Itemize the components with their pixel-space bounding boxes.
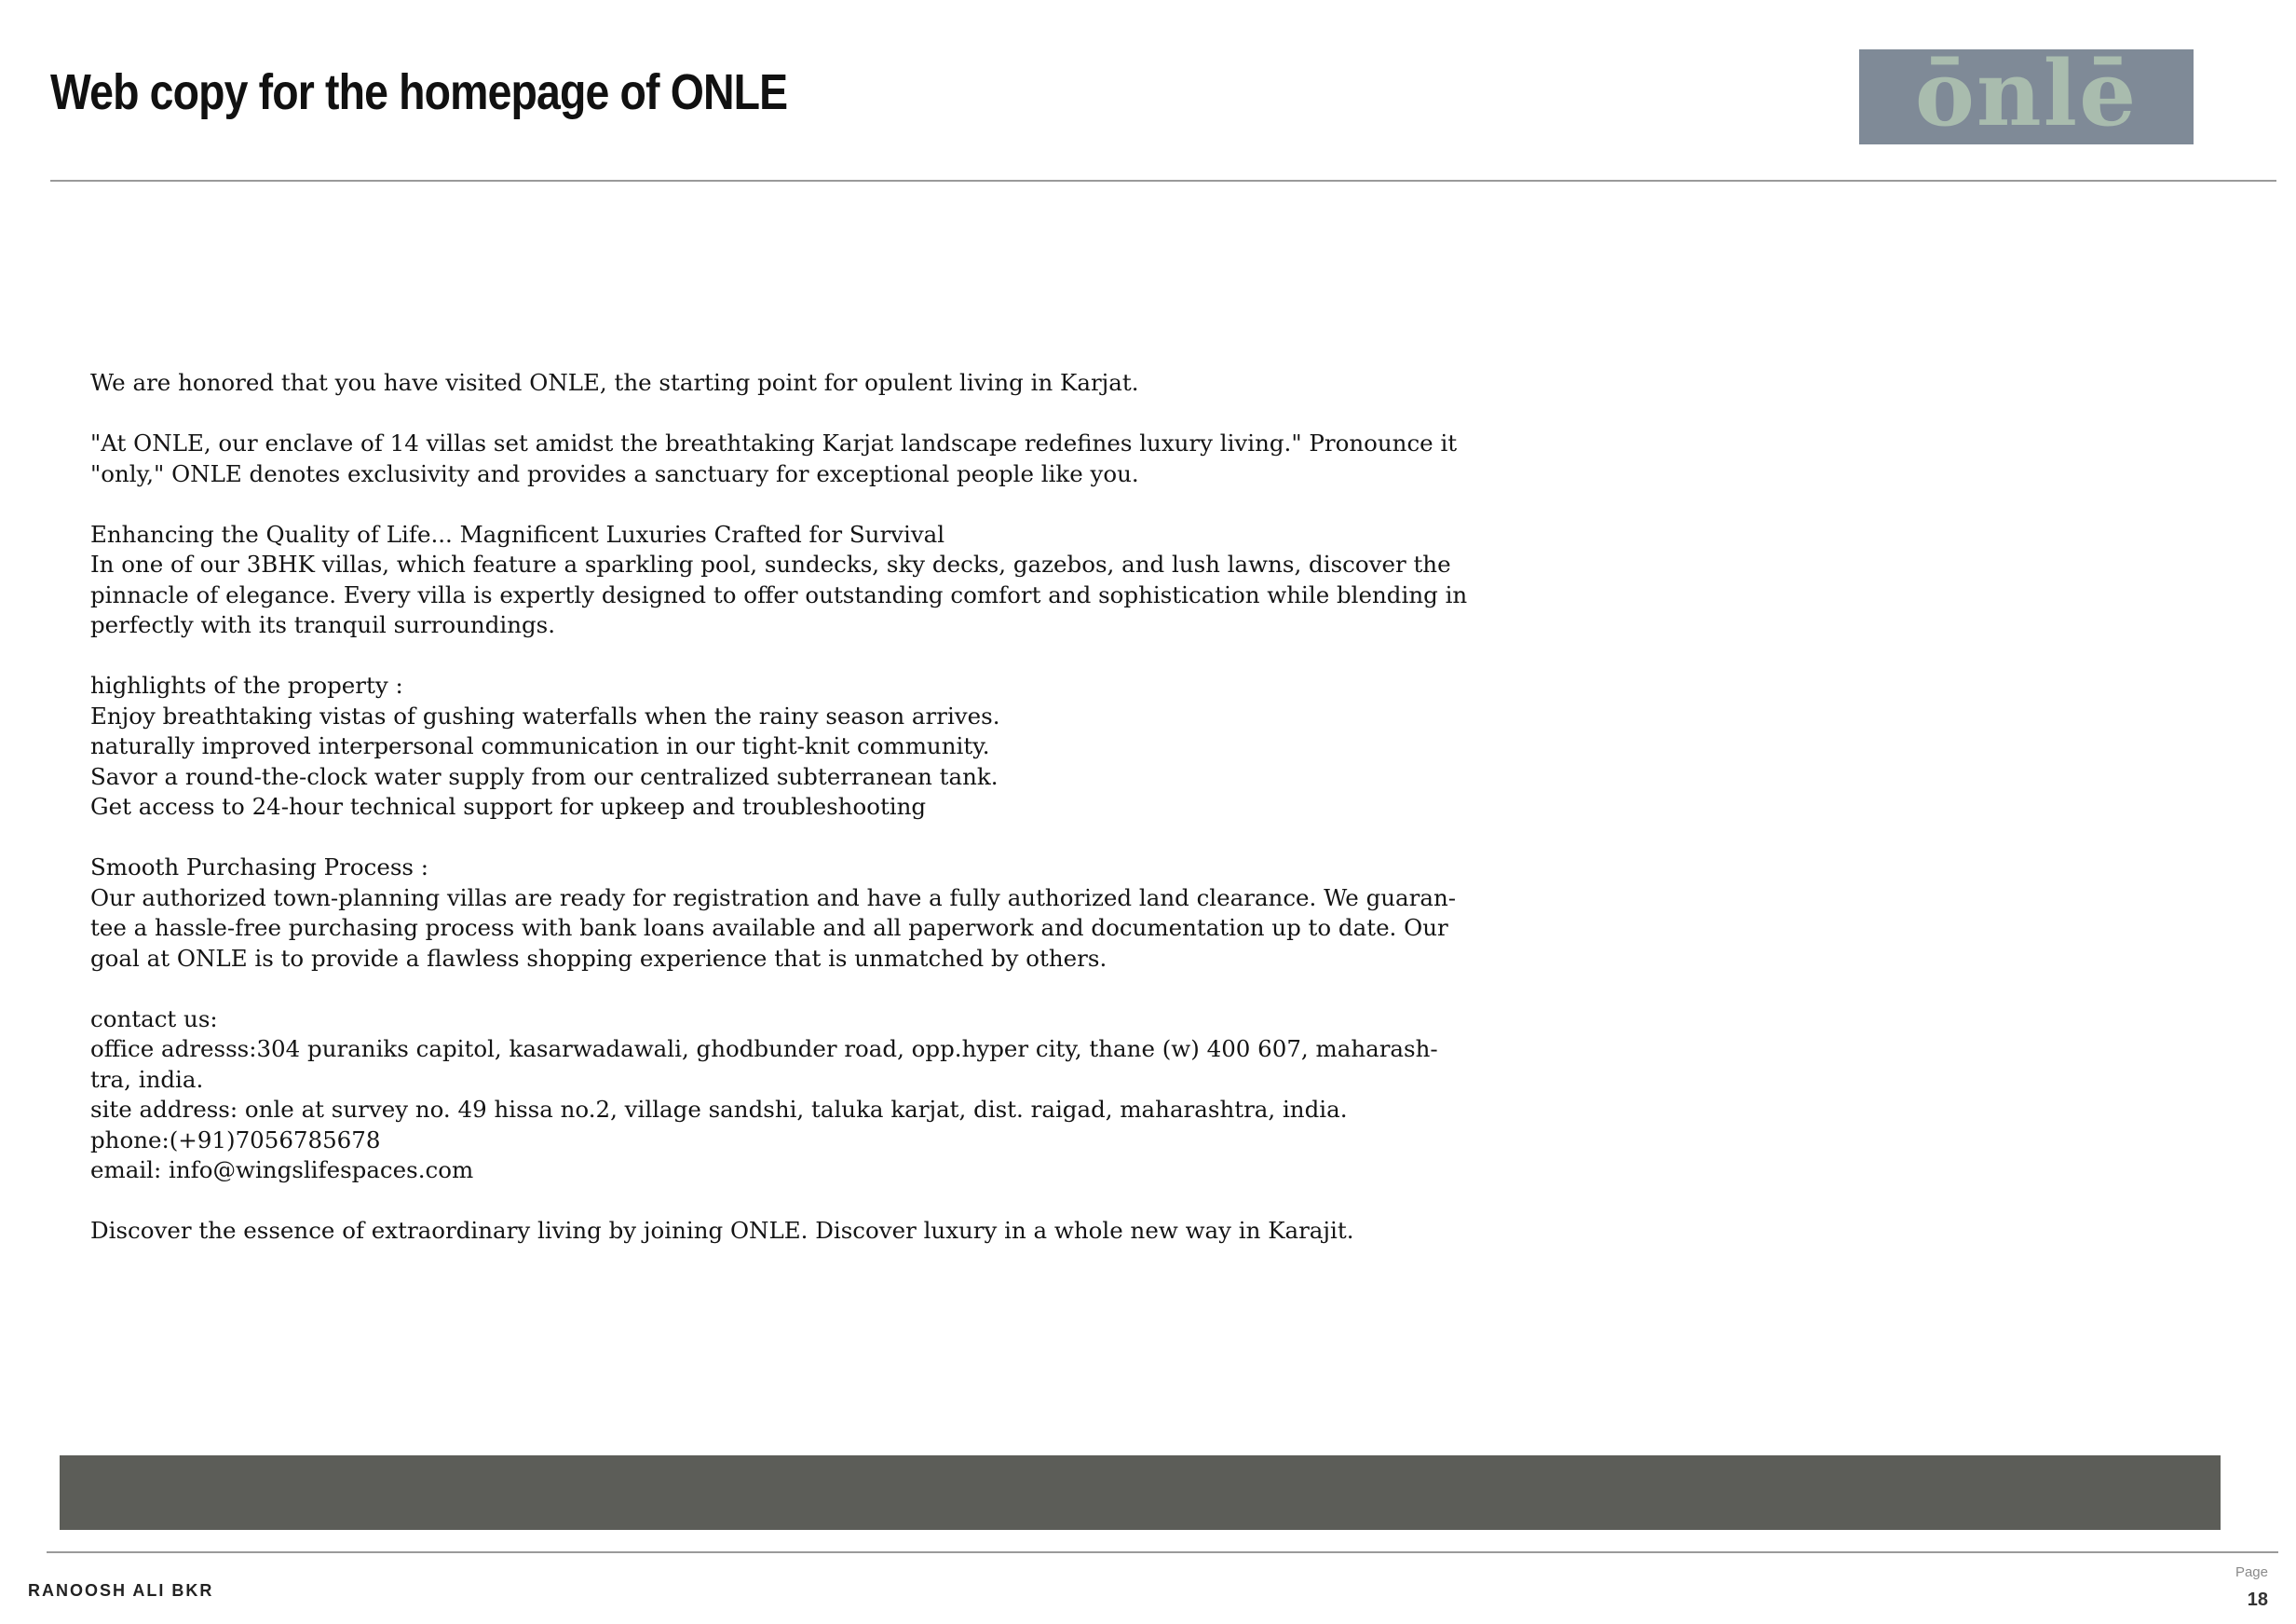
page-number: 18	[2247, 1590, 2268, 1610]
header-divider	[50, 180, 2276, 182]
text-line: Discover the essence of extraordinary living by joining ONLE. Discover luxury in a whole new way in Karajit.	[90, 1217, 1354, 1244]
text-line: "only," ONLE denotes exclusivity and provides a sanctuary for exceptional people like you.	[90, 459, 1139, 487]
text-line: goal at ONLE is to provide a flawless shopping experience that is unmatched by others.	[90, 944, 1107, 972]
office-address: tra, india.	[90, 1065, 204, 1093]
phone-number: phone:(+91)7056785678	[90, 1126, 381, 1153]
section-heading: contact us:	[90, 1004, 218, 1032]
author-name: RANOOSH ALI BKR	[28, 1581, 214, 1600]
section-heading: Enhancing the Quality of Life... Magnificent Luxuries Crafted for Survival	[90, 520, 945, 548]
text-line: pinnacle of elegance. Every villa is expertly designed to offer outstanding comfort and sophistication while blending in	[90, 580, 1468, 608]
site-address: site address: onle at survey no. 49 hissa no.2, village sandshi, taluka karjat, dist. raigad, maharashtra, india.	[90, 1096, 1348, 1123]
onle-logo	[1859, 41, 2194, 146]
office-address: office adresss:304 puraniks capitol, kasarwadawali, ghodbunder road, opp.hyper city, thane (w) 400 607, maharash-	[90, 1035, 1438, 1062]
page-label: Page	[2235, 1564, 2268, 1580]
highlight-item: Get access to 24-hour technical support for upkeep and troubleshooting	[90, 793, 927, 820]
quality-paragraph	[90, 520, 1468, 641]
footer-band	[60, 1455, 2221, 1530]
highlights-paragraph	[90, 671, 1413, 823]
logo-text: ōnlē	[1914, 41, 2139, 146]
quote-paragraph	[90, 429, 1458, 489]
text-line: tee a hassle-free purchasing process with bank loans available and all paperwork and documentation up to date. Our	[90, 914, 1448, 941]
text-line: We are honored that you have visited ONLE, the starting point for opulent living in Karjat.	[90, 369, 1139, 396]
intro-paragraph	[90, 368, 1413, 399]
text-line: perfectly with its tranquil surroundings.	[90, 611, 556, 638]
text-line: Our authorized town-planning villas are ready for registration and have a fully authorized land clearance. We guaran-	[90, 883, 1457, 911]
section-heading: highlights of the property :	[90, 672, 403, 699]
web-copy-body	[90, 368, 1468, 1276]
text-line: "At ONLE, our enclave of 14 villas set amidst the breathtaking Karjat landscape redefines luxury living." Pronounce it	[90, 430, 1458, 457]
page-title: Web copy for the homepage of ONLE	[50, 64, 788, 120]
highlight-item: Savor a round-the-clock water supply from our centralized subterranean tank.	[90, 762, 999, 790]
highlight-item: Enjoy breathtaking vistas of gushing waterfalls when the rainy season arrives.	[90, 702, 1000, 730]
section-heading: Smooth Purchasing Process :	[90, 853, 429, 880]
highlight-item: naturally improved interpersonal communication in our tight-knit community.	[90, 732, 990, 759]
purchasing-paragraph	[90, 853, 1457, 974]
closing-paragraph	[90, 1216, 1413, 1247]
text-line: In one of our 3BHK villas, which feature a sparkling pool, sundecks, sky decks, gazebos, and lush lawns, discover the	[90, 551, 1451, 578]
footer-divider	[47, 1551, 2278, 1553]
contact-paragraph	[90, 1004, 1438, 1186]
email-address: email: info@wingslifespaces.com	[90, 1156, 474, 1183]
